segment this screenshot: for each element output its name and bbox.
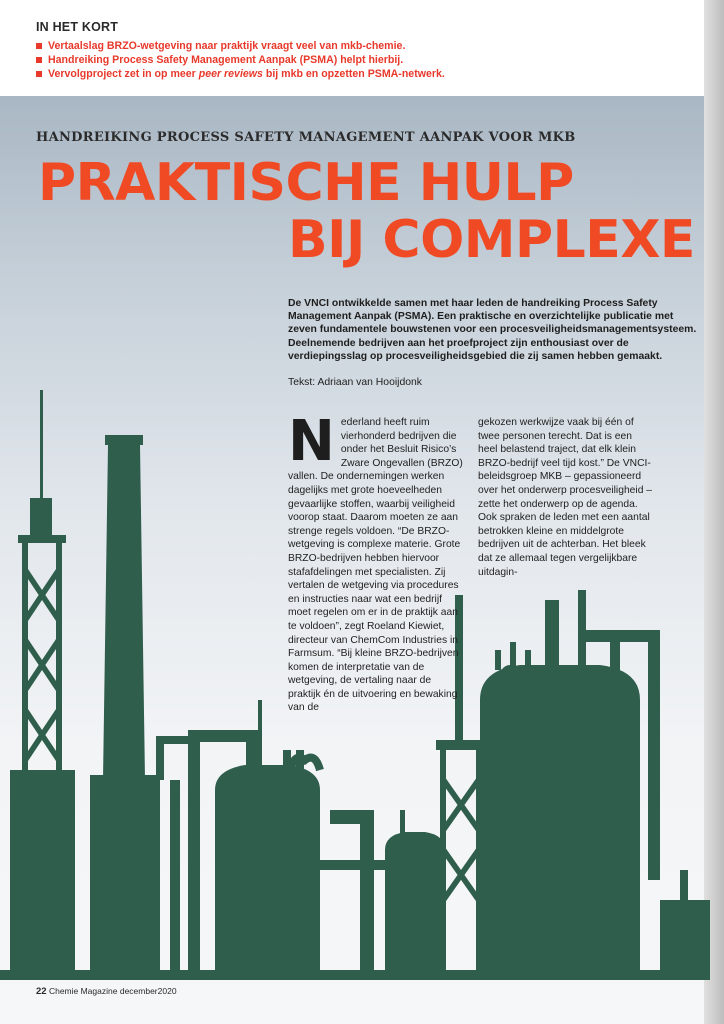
summary-list <box>36 39 716 81</box>
summary-item-text: Handreiking Process Safety Management Aanpak (PSMA) helpt hierbij. <box>48 54 404 66</box>
page-number: 22 <box>36 986 47 997</box>
summary-item-text-end: bij mkb en opzetten PSMA-netwerk. <box>262 68 445 80</box>
drop-cap: N <box>288 409 335 474</box>
square-bullet-icon <box>36 43 42 49</box>
page-footer <box>36 986 177 997</box>
square-bullet-icon <box>36 71 42 77</box>
summary-item <box>36 67 716 81</box>
article-kicker: HANDREIKING PROCESS SAFETY MANAGEMENT AANPAK VOOR MKB <box>36 130 576 145</box>
summary-item-text: Vertaalslag BRZO-wetgeving naar praktijk vraagt veel van mkb-chemie. <box>48 40 406 52</box>
summary-box <box>36 20 716 81</box>
article-column-1 <box>288 409 464 715</box>
magazine-name: Chemie Magazine <box>48 986 118 996</box>
article-paragraph: ederland heeft ruim vierhonderd bedrijven die onder het Besluit Risico’s Zware Ongevallen (BRZO) vallen. De ondernemingen werken dagelijks met grote hoeveelheden gevaarlijke stoffen, waarbij veiligheid voorop staat. Daarom moeten ze aan strenge regels voldoen. “De BRZO-wetgeving is complexe materie. Grote BRZO-bedrijven hebben hiervoor stafafdelingen met specialisten. Zij vertalen de wetgeving via procedures en instructies naar wat een bedrijf moet regelen om er in de praktijk aan te voldoen”, zegt Roeland Kiewiet, directeur van ChemCom Industries in Farmsum. “Bij kleine BRZO-bedrijven komen de interpretatie van de wetgeving, de vertaling naar de praktijk én de uitvoering en bewaking van de <box>288 417 463 714</box>
article-paragraph: gekozen werkwijze vaak bij één of twee personen terecht. Dat is een heel belastend traject, dat elk klein BRZO-bedrijf veel tijd kost.” De VNCI-beleidsgroep MKB – gepassioneerd over het onderwerp procesveiligheid – zette het onderwerp op de agenda. Ook spraken de leden met een aantal betrokken kleine en middelgrote bedrijven uit de achterban. Het bleek dat ze allemaal tegen vergelijkbare uitdagin- <box>478 417 653 578</box>
article-byline: Tekst: Adriaan van Hooijdonk <box>288 377 423 388</box>
summary-heading: IN HET KORT <box>36 20 119 34</box>
square-bullet-icon <box>36 57 42 63</box>
issue-date: december2020 <box>119 986 177 996</box>
article-column-2 <box>478 416 654 579</box>
summary-item <box>36 53 716 67</box>
summary-item-emphasis: peer reviews <box>198 68 263 80</box>
article-title-line-1: PRAKTISCHE HULP <box>38 153 574 213</box>
article-title-line-2: BIJ COMPLEXE <box>288 210 695 270</box>
summary-item-text: Vervolgproject zet in op meer <box>48 68 199 80</box>
summary-item <box>36 39 716 53</box>
article-intro: De VNCI ontwikkelde samen met haar leden de handreiking Process Safety Management Aanpak (PSMA). Een praktische en overzichtelijke publicatie met zeven fundamentele bouwstenen voor een procesveiligheidsmanagementsysteem. Deelnemende bedrijven aan het proefproject zijn enthousiast over de verdiepingsslag op procesveiligheidsgebied die zij samen hebben gemaakt. <box>288 298 697 362</box>
